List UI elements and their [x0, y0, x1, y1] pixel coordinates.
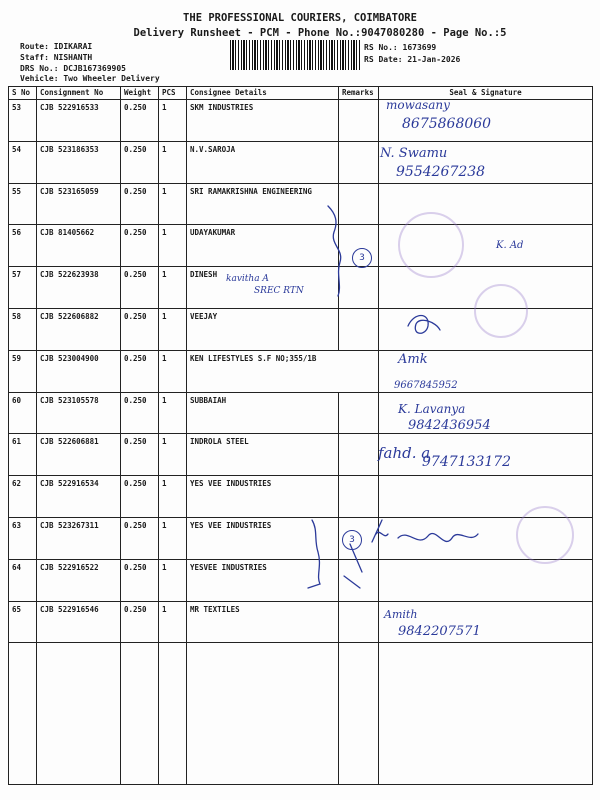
sno-cell: 54: [9, 141, 37, 183]
consignment-cell: CJB 81405662: [37, 225, 121, 267]
handwritten-phone: 9842207571: [398, 624, 481, 639]
signature-stroke: [372, 520, 388, 542]
consignment-cell: CJB 523186353: [37, 141, 121, 183]
pcs-cell: 1: [159, 308, 187, 350]
consignment-cell: CJB 522623938: [37, 267, 121, 309]
sno-cell: 56: [9, 225, 37, 267]
weight-cell: 0.250: [121, 267, 159, 309]
pcs-cell: 1: [159, 350, 187, 392]
consignee-cell: YES VEE INDUSTRIES: [187, 517, 339, 559]
handwritten-phone: 9667845952: [394, 380, 458, 391]
weight-cell: 0.250: [121, 141, 159, 183]
handwritten-phone: 8675868060: [402, 116, 492, 132]
brace-stroke: [328, 206, 341, 296]
pcs-cell: 1: [159, 601, 187, 643]
weight-cell: 0.250: [121, 517, 159, 559]
pcs-cell: 1: [159, 434, 187, 476]
consignment-cell: CJB 523004900: [37, 350, 121, 392]
consignee-cell: DINESH: [187, 267, 339, 309]
consignment-cell: CJB 522606881: [37, 434, 121, 476]
consignment-cell: CJB 522916533: [37, 100, 121, 142]
sno-cell: 64: [9, 559, 37, 601]
col-remarks: Remarks: [339, 87, 379, 100]
weight-cell: 0.250: [121, 100, 159, 142]
brace-stroke: [308, 520, 320, 588]
handwritten-phone: 9554267238: [396, 164, 486, 180]
pcs-cell: 1: [159, 476, 187, 518]
route-label: Route: IDIKARAI: [20, 42, 93, 51]
handwritten-signature: Amk: [398, 352, 428, 367]
consignee-cell: VEEJAY: [187, 308, 339, 350]
consignee-cell: KEN LIFESTYLES S.F NO;355/1B: [187, 350, 379, 392]
weight-cell: 0.250: [121, 392, 159, 434]
signature-stroke: [408, 316, 440, 334]
brace-stroke: [344, 544, 362, 588]
pcs-cell: 1: [159, 225, 187, 267]
sno-cell: 62: [9, 476, 37, 518]
col-sno: S No: [9, 87, 37, 100]
handwritten-note: SREC RTN: [254, 286, 304, 296]
col-pcs: PCS: [159, 87, 187, 100]
weight-cell: 0.250: [121, 225, 159, 267]
weight-cell: 0.250: [121, 434, 159, 476]
consignee-cell: N.V.SAROJA: [187, 141, 339, 183]
consignee-cell: YES VEE INDUSTRIES: [187, 476, 339, 518]
pcs-cell: 1: [159, 100, 187, 142]
consignee-cell: UDAYAKUMAR: [187, 225, 339, 267]
pcs-cell: 1: [159, 517, 187, 559]
runsheet-subtitle: Delivery Runsheet - PCM - Phone No.:9047080280 - Page No.:5: [133, 27, 507, 39]
circled-count-mark: 3: [342, 530, 362, 550]
consignment-cell: CJB 523105578: [37, 392, 121, 434]
col-consignment: Consignment No: [37, 87, 121, 100]
col-weight: Weight: [121, 87, 159, 100]
rs-number: RS No.: 1673699: [364, 43, 437, 52]
pcs-cell: 1: [159, 183, 187, 225]
consignee-cell: SKM INDUSTRIES: [187, 100, 339, 142]
pcs-cell: 1: [159, 392, 187, 434]
handwritten-phone: 9747133172: [422, 454, 512, 470]
circled-count-mark: 3: [352, 248, 372, 268]
sno-cell: 53: [9, 100, 37, 142]
consignment-cell: CJB 522916546: [37, 601, 121, 643]
sno-cell: 60: [9, 392, 37, 434]
handwritten-signature: K. Ad: [496, 240, 524, 251]
consignee-cell: MR TEXTILES: [187, 601, 339, 643]
handwritten-note: kavitha A: [226, 274, 269, 284]
consignment-cell: CJB 522606882: [37, 308, 121, 350]
pcs-cell: 1: [159, 267, 187, 309]
sno-cell: 61: [9, 434, 37, 476]
weight-cell: 0.250: [121, 601, 159, 643]
handwritten-name: fahd. a: [378, 444, 431, 462]
weight-cell: 0.250: [121, 476, 159, 518]
consignment-cell: CJB 522916522: [37, 559, 121, 601]
weight-cell: 0.250: [121, 350, 159, 392]
consignee-cell: YESVEE INDUSTRIES: [187, 559, 339, 601]
sno-cell: 59: [9, 350, 37, 392]
sno-cell: 65: [9, 601, 37, 643]
company-title: THE PROFESSIONAL COURIERS, COIMBATORE: [183, 12, 417, 24]
rs-date: RS Date: 21-Jan-2026: [364, 55, 461, 64]
col-seal-signature: Seal & Signature: [379, 87, 593, 100]
weight-cell: 0.250: [121, 308, 159, 350]
weight-cell: 0.250: [121, 559, 159, 601]
handwritten-name: Amith: [384, 608, 418, 621]
sno-cell: 58: [9, 308, 37, 350]
col-consignee: Consignee Details: [187, 87, 339, 100]
consignee-cell: SUBBAIAH: [187, 392, 339, 434]
sno-cell: 63: [9, 517, 37, 559]
vehicle-label: Vehicle: Two Wheeler Delivery: [20, 74, 160, 83]
sno-cell: 55: [9, 183, 37, 225]
weight-cell: 0.250: [121, 183, 159, 225]
pcs-cell: 1: [159, 559, 187, 601]
consignee-cell: SRI RAMAKRISHNA ENGINEERING: [187, 183, 339, 225]
handwritten-phone: 9842436954: [408, 418, 491, 433]
consignee-cell: INDROLA STEEL: [187, 434, 339, 476]
handwritten-signature: N. Swamu: [380, 146, 448, 161]
consignment-cell: CJB 523165059: [37, 183, 121, 225]
signature-stroke: [398, 533, 478, 541]
consignment-cell: CJB 522916534: [37, 476, 121, 518]
staff-label: Staff: NISHANTH: [20, 53, 93, 62]
sno-cell: 57: [9, 267, 37, 309]
handwritten-name: K. Lavanya: [398, 402, 466, 416]
pcs-cell: 1: [159, 141, 187, 183]
consignment-cell: CJB 523267311: [37, 517, 121, 559]
drs-number: DRS No.: DCJB167369905: [20, 64, 126, 73]
handwritten-name: mowasany: [386, 98, 450, 112]
